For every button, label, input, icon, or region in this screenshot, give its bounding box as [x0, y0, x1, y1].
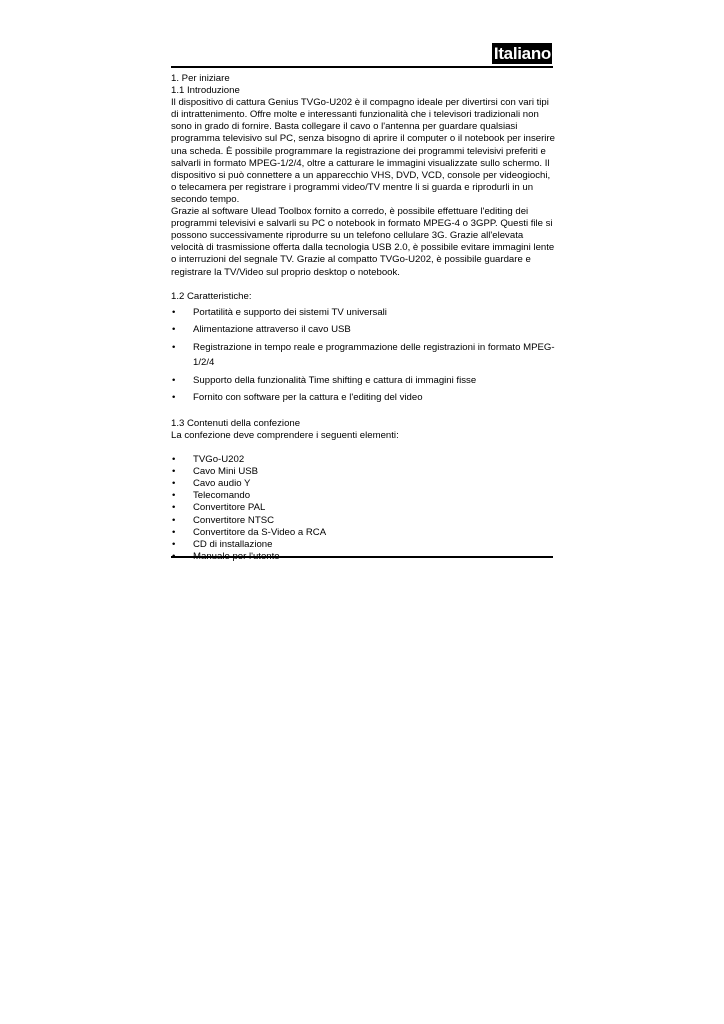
intro-paragraph: Il dispositivo di cattura Genius TVGo-U202 è il compagno ideale per divertirsi con vari tipi di intrattenimento. Offre molte e interessanti funzionalità che i televisori tradizionali non sono in grado di fornire. Basta collegare il cavo o l'antenna per guardare qualsiasi programma televisivo sul PC, senza bisogno di aprire il computer o il notebook per inserire una scheda. È possibile programmare la registrazione dei programmi televisivi preferiti e salvarli in formato MPEG-1/2/4, oltre a catturare le immagini visualizzate sullo schermo. Il dispositivo si può connettere a un apparecchio VHS, DVD, VCD, console per videogiochi, o telecamera per registrare i programmi video/TV mentre li si guarda e riprodurli in un secondo tempo. — [171, 97, 555, 205]
list-item: • Alimentazione attraverso il cavo USB — [171, 323, 555, 338]
bullet-icon: • — [172, 526, 176, 538]
bullet-icon: • — [172, 374, 176, 386]
list-item: • Supporto della funzionalità Time shifting e cattura di immagini fisse — [171, 374, 555, 389]
section-heading: 1. Per iniziare — [171, 73, 230, 84]
header-rule — [171, 66, 553, 68]
list-item: • Fornito con software per la cattura e l'editing del video — [171, 391, 555, 406]
list-item: • Convertitore NTSC — [172, 514, 275, 526]
bullet-icon: • — [172, 538, 176, 550]
list-item: • Telecomando — [172, 490, 251, 502]
list-item: • Cavo Mini USB — [172, 466, 259, 478]
list-item: • Registrazione in tempo reale e programmazione delle registrazioni in formato MPEG-1/2/4 — [172, 342, 555, 368]
bullet-icon: • — [172, 392, 176, 404]
bullet-icon: • — [172, 514, 176, 526]
bullet-icon: • — [172, 478, 176, 490]
list-item: • Cavo audio Y — [172, 478, 251, 490]
features-list — [171, 306, 555, 406]
bullet-icon: • — [172, 454, 176, 466]
list-item: • CD di installazione — [172, 538, 273, 550]
list-item: • Convertitore da S-Video a RCA — [172, 526, 327, 538]
list-item: • TVGo-U202 — [172, 454, 245, 466]
language-tab: Italiano — [493, 44, 551, 63]
package-heading: 1.3 Contenuti della confezione — [171, 417, 301, 429]
bullet-icon: • — [172, 502, 176, 514]
package-list — [171, 454, 555, 563]
package-intro: La confezione deve comprendere i seguenti elementi: — [171, 430, 399, 441]
bullet-icon: • — [172, 324, 176, 336]
list-item: • Portatilità e supporto dei sistemi TV universali — [171, 306, 555, 321]
bullet-icon: • — [172, 490, 176, 502]
bullet-icon: • — [172, 466, 176, 478]
list-item: • Convertitore PAL — [172, 502, 266, 514]
page-content — [171, 73, 555, 563]
features-heading: 1.2 Caratteristiche: — [171, 290, 252, 302]
bullet-icon: • — [172, 306, 176, 318]
bullet-icon: • — [172, 342, 176, 354]
software-paragraph: Grazie al software Ulead Toolbox fornito a corredo, è possibile effettuare l'editing dei programmi televisivi e salvarli su PC o notebook in formato MPEG-4 o 3GPP. Questi file si possono successivamente riprodurre su un telefono cellulare 3G. Grazie all'elevata velocità di trasmissione offerta dalla tecnologia USB 2.0, è possibile evitare immagini lente o interruzioni del segnale TV. Grazie al compatto TVGo-U202, è possibile guardare e registrare la TV/Video sul proprio desktop o notebook. — [171, 206, 555, 278]
footer-rule — [171, 556, 553, 558]
section-subheading: 1.1 Introduzione — [171, 85, 240, 97]
